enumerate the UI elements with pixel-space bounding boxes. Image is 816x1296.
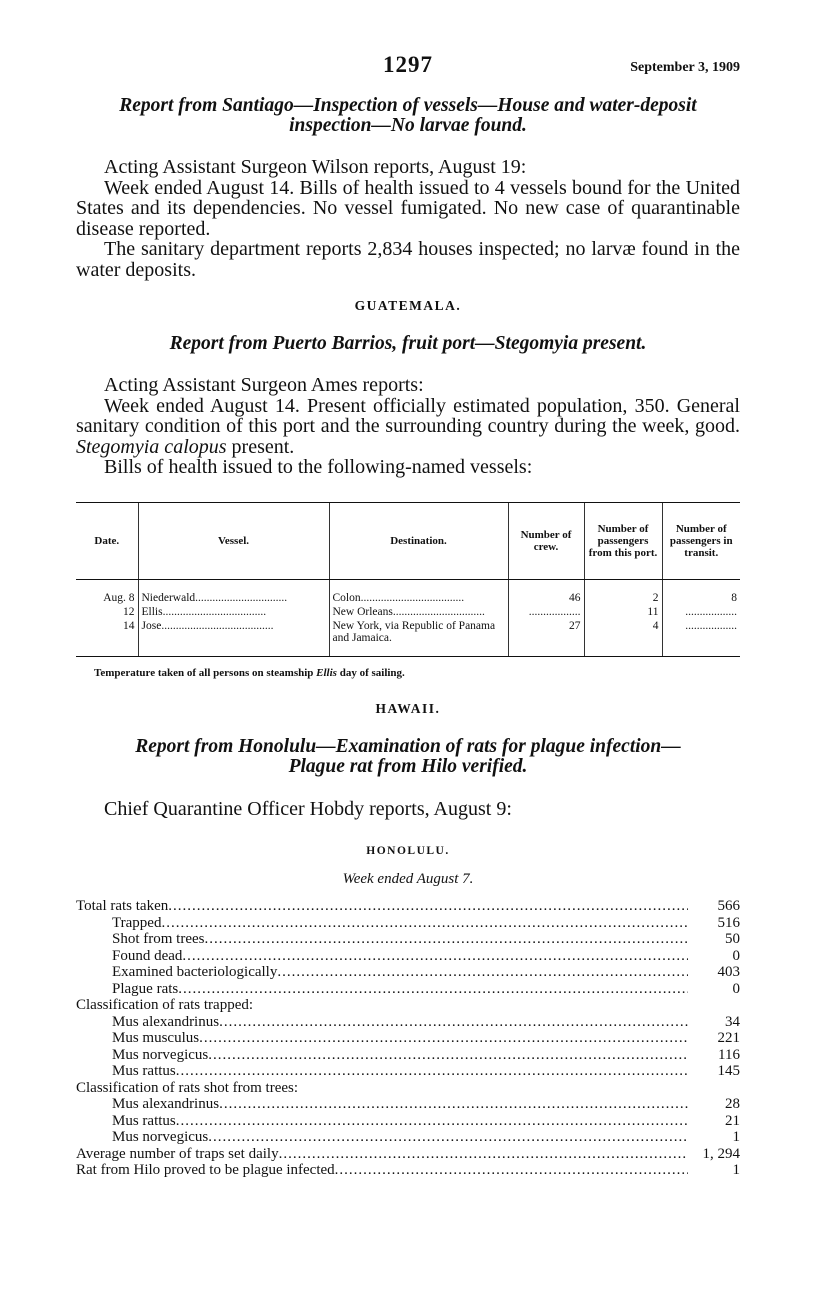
stat-row <box>76 1162 740 1179</box>
guatemala-report-title: Report from Puerto Barrios, fruit port—Stegomyia present. <box>169 333 647 354</box>
leader-dots <box>178 981 688 998</box>
note-text-a: Temperature taken of all persons on steamship <box>94 666 317 679</box>
header-passengers-port: Number of passengers from this port. <box>584 502 662 579</box>
stat-value: 28 <box>725 1096 740 1112</box>
leader-dots <box>279 1146 688 1163</box>
table-footnote <box>94 667 740 679</box>
cell-crew: 27 <box>508 619 584 657</box>
stat-value: 1, 294 <box>702 1145 740 1162</box>
destination-name: Colon <box>332 591 361 604</box>
bills-of-health-table <box>76 502 740 657</box>
stat-row <box>76 1080 740 1097</box>
cell-vessel: Ellis.................................... <box>138 605 329 619</box>
guatemala-paragraph-2: Bills of health issued to the following-named vessels: <box>104 456 533 478</box>
santiago-intro: Acting Assistant Surgeon Wilson reports, August 19: <box>104 156 527 178</box>
cell-destination: Colon.................................... <box>329 579 508 605</box>
stat-row <box>76 1030 740 1047</box>
rat-statistics-list <box>76 898 740 1179</box>
santiago-title-line2: inspection—No larvae found. <box>289 115 527 136</box>
cell-passengers-transit: .................. <box>662 619 740 657</box>
stat-label: Classification of rats shot from trees: <box>76 1079 299 1096</box>
stat-value: 403 <box>717 964 740 980</box>
cell-date: 12 <box>123 605 135 618</box>
stat-label: Mus musculus <box>112 1030 200 1046</box>
stat-value: 116 <box>718 1046 740 1063</box>
cell-passengers-port: 4 <box>584 619 662 657</box>
hawaii-report-title <box>84 737 732 777</box>
cell-date: Aug. 8 <box>103 591 135 604</box>
stat-label: Total rats taken <box>76 898 169 914</box>
leader-dots <box>208 1129 688 1146</box>
document-page <box>76 0 740 1179</box>
cell-destination: New Orleans................................ <box>329 605 508 619</box>
santiago-report-title <box>84 96 732 136</box>
stat-value: 566 <box>717 898 740 914</box>
cell-crew: .................. <box>508 605 584 619</box>
stat-value: 145 <box>717 1063 740 1079</box>
page-header <box>76 0 740 84</box>
vessel-name: Niederwald <box>141 591 196 604</box>
header-vessel: Vessel. <box>138 502 329 579</box>
cell-destination: New York, via Republic of Panama and Jamaica. <box>329 619 508 657</box>
leader-dots <box>219 1014 688 1031</box>
cell-passengers-transit: .................. <box>662 605 740 619</box>
stat-row <box>76 1146 740 1163</box>
cell-passengers-transit: 8 <box>662 579 740 605</box>
table-row <box>76 619 740 657</box>
leader-dots <box>176 1113 688 1130</box>
hawaii-title-line2: Plague rat from Hilo verified. <box>288 755 528 777</box>
stat-value: 1 <box>732 1129 740 1145</box>
santiago-title-line1: Report from Santiago—Inspection of vessels—House and water-deposit <box>119 95 697 116</box>
stat-value: 0 <box>732 980 740 997</box>
stat-row <box>76 964 740 981</box>
week-caption: Week ended August 7. <box>342 871 474 887</box>
stat-label: Rat from Hilo proved to be plague infected <box>76 1162 335 1178</box>
leader-dots <box>204 931 688 948</box>
guatemala-paragraph-1-text-b: present. <box>226 435 295 458</box>
stat-label: Found dead <box>112 947 183 964</box>
stat-value: 0 <box>732 947 740 964</box>
stat-label: Shot from trees <box>112 931 205 947</box>
stat-value: 34 <box>725 1013 740 1030</box>
cell-vessel: Jose....................................... <box>138 619 329 657</box>
stat-value: 1 <box>732 1162 740 1178</box>
stat-label: Mus alexandrinus <box>112 1096 220 1112</box>
stat-row <box>76 1063 740 1080</box>
stat-label: Classification of rats trapped: <box>76 997 254 1013</box>
header-date: Date. <box>76 502 138 579</box>
stat-row <box>76 997 740 1014</box>
stat-row <box>76 931 740 948</box>
table-header-row <box>76 502 740 579</box>
destination-name: New Orleans <box>332 605 393 618</box>
note-ship-name: Ellis <box>316 666 337 679</box>
cell-date: 14 <box>76 619 138 657</box>
guatemala-intro: Acting Assistant Surgeon Ames reports: <box>104 374 424 396</box>
species-name: Stegomyia calopus <box>76 435 227 458</box>
stat-value: 516 <box>717 914 740 931</box>
guatemala-heading: GUATEMALA. <box>354 298 462 313</box>
cell-passengers-port: 11 <box>584 605 662 619</box>
header-date: September 3, 1909 <box>630 60 740 75</box>
leader-dots <box>208 1047 688 1064</box>
stat-value: 50 <box>725 931 740 947</box>
cell-crew: 46 <box>508 579 584 605</box>
stat-label: Trapped <box>112 914 162 931</box>
stat-label: Mus rattus <box>112 1063 176 1079</box>
stat-row <box>76 981 740 998</box>
stat-value: 221 <box>717 1030 740 1046</box>
stat-row <box>76 915 740 932</box>
vessel-name: Ellis <box>141 605 163 618</box>
page-number: 1297 <box>383 52 433 77</box>
header-destination: Destination. <box>329 502 508 579</box>
honolulu-subheading: HONOLULU. <box>366 845 450 857</box>
header-passengers-transit: Number of passengers in transit. <box>662 502 740 579</box>
stat-row <box>76 1096 740 1113</box>
guatemala-paragraph-1 <box>76 396 740 458</box>
leader-dots <box>161 915 688 932</box>
cell-vessel: Niederwald................................ <box>138 579 329 605</box>
stat-label: Mus norvegicus <box>112 1046 209 1063</box>
santiago-paragraph-1: Week ended August 14. Bills of health issued to 4 vessels bound for the United States and its dependencies. No vessel fumigated. No new case of quarantinable disease reported. <box>76 176 740 240</box>
stat-row <box>76 898 740 915</box>
stat-row <box>76 948 740 965</box>
leader-dots <box>219 1096 688 1113</box>
stat-label: Plague rats <box>112 980 179 997</box>
stat-label: Average number of traps set daily <box>76 1145 279 1162</box>
stat-row <box>76 1129 740 1146</box>
leader-dots <box>199 1030 688 1047</box>
stat-row <box>76 1047 740 1064</box>
stat-label: Mus alexandrinus <box>112 1013 220 1030</box>
table-row <box>76 579 740 605</box>
guatemala-paragraph-1-text-a: Week ended August 14. Present officially estimated population, 350. General sanitary condition of this port and the surrounding country during the week, good. <box>76 394 740 437</box>
header-crew: Number of crew. <box>508 502 584 579</box>
note-text-b: day of sailing. <box>336 666 405 679</box>
hawaii-title-line1: Report from Honolulu—Examination of rats for plague infection— <box>135 735 681 757</box>
hawaii-intro: Chief Quarantine Officer Hobdy reports, August 9: <box>104 797 512 820</box>
cell-passengers-port: 2 <box>584 579 662 605</box>
stat-row <box>76 1113 740 1130</box>
santiago-paragraph-2: The sanitary department reports 2,834 houses inspected; no larvæ found in the water deposits. <box>76 238 740 281</box>
table-row <box>76 605 740 619</box>
leader-dots <box>277 964 688 981</box>
hawaii-heading: HAWAII. <box>375 700 441 716</box>
stat-label: Examined bacteriologically <box>112 964 278 980</box>
stat-value: 21 <box>725 1112 740 1129</box>
stat-row <box>76 1014 740 1031</box>
stat-label: Mus norvegicus <box>112 1129 209 1145</box>
leader-dots <box>335 1162 688 1179</box>
vessel-name: Jose <box>141 619 162 632</box>
leader-dots <box>182 948 688 965</box>
leader-dots <box>176 1063 688 1080</box>
leader-dots <box>168 898 688 915</box>
stat-label: Mus rattus <box>112 1112 176 1129</box>
